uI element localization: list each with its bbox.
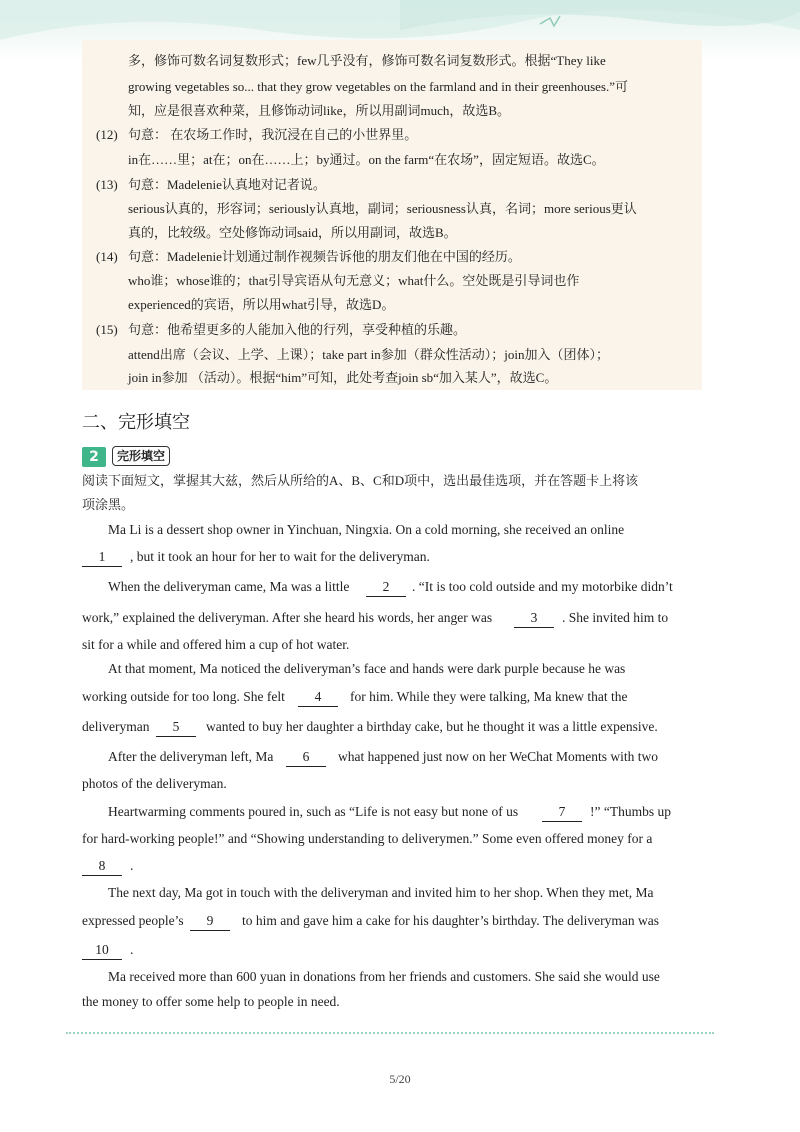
passage-line: , but it took an hour for her to wait for the deliveryman. — [130, 549, 430, 564]
explanation-line: 句意：Madelenie认真地对记者说。 — [128, 177, 326, 192]
passage-line: When the deliveryman came, Ma was a little — [108, 579, 350, 594]
explanation-line: join in参加 （活动）。根据“him”可知，此处考查join sb“加入某人”，故选C。 — [128, 370, 558, 385]
question-number: (12) — [96, 127, 118, 142]
passage-line: . — [130, 942, 134, 957]
blank-8: 8 — [82, 857, 122, 876]
explanation-line: 多，修饰可数名词复数形式；few几乎没有，修饰可数名词复数形式。根据“They like — [128, 53, 606, 68]
blank-2: 2 — [366, 578, 406, 597]
blank-3: 3 — [514, 609, 554, 628]
passage-line: sit for a while and offered him a cup of hot water. — [82, 637, 350, 652]
blank-5: 5 — [156, 718, 196, 737]
passage-line: At that moment, Ma noticed the deliveryman’s face and hands were dark purple because he was — [108, 661, 626, 676]
page-number: 5/20 — [389, 1072, 411, 1086]
blank-9: 9 — [190, 912, 230, 931]
section-title: 二、完形填空 — [82, 412, 190, 433]
blank-10: 10 — [82, 941, 122, 960]
passage-line: The next day, Ma got in touch with the deliveryman and invited him to her shop. When they met, Ma — [108, 885, 654, 900]
passage-line: for him. While they were talking, Ma knew that the — [350, 689, 628, 704]
section-number-badge: 2 — [82, 447, 106, 467]
passage-line: deliveryman — [82, 719, 150, 734]
passage-line: Ma Li is a dessert shop owner in Yinchuan, Ningxia. On a cold morning, she received an online — [108, 522, 625, 537]
explanation-line: 知，应是很喜欢种菜，且修饰动词like，所以用副词much，故选B。 — [128, 103, 511, 118]
explanation-line: in在……里；at在；on在……上；by通过。on the farm“在农场”，固定短语。故选C。 — [128, 152, 605, 167]
passage-line: work,” explained the deliveryman. After she heard his words, her anger was — [82, 610, 493, 625]
divider — [66, 1032, 714, 1034]
explanation-line: attend出席（会议、上学、上课）；take part in参加（群众性活动）；join加入（团体）； — [128, 347, 609, 362]
blank-7: 7 — [542, 803, 582, 822]
question-number: (14) — [96, 249, 118, 264]
blank-4: 4 — [298, 688, 338, 707]
passage-line: Heartwarming comments poured in, such as “Life is not easy but none of us — [108, 804, 519, 819]
passage-line: the money to offer some help to people in need. — [82, 994, 340, 1009]
question-number: (13) — [96, 177, 118, 192]
instruction-text: 阅读下面短文，掌握其大兹，然后从所给的A、B、C和D项中，选出最佳选项，并在答题卡上将该 — [82, 473, 639, 488]
explanation-line: 句意： 在农场工作时，我沉浸在自己的小世界里。 — [128, 127, 418, 142]
blank-1: 1 — [82, 548, 122, 567]
passage-line: . — [130, 858, 134, 873]
passage-line: After the deliveryman left, Ma — [108, 749, 274, 764]
passage-line: !” “Thumbs up — [590, 804, 671, 819]
explanation-line: serious认真的，形容词；seriously认真地，副词；seriousness认真，名词；more serious更认 — [128, 201, 637, 216]
passage-line: . “It is too cold outside and my motorbike didn’t — [412, 579, 673, 594]
passage-line: wanted to buy her daughter a birthday cake, but he thought it was a little expensive. — [206, 719, 658, 734]
passage-line: Ma received more than 600 yuan in donations from her friends and customers. She said she would use — [108, 969, 660, 984]
passage-line: photos of the deliveryman. — [82, 776, 227, 791]
explanation-line: who谁；whose谁的；that引导宾语从句无意义；what什么。空处既是引导词也作 — [128, 273, 580, 288]
passage-line: . She invited him to — [562, 610, 669, 625]
explanation-line: 真的，比较级。空处修饰动词said，所以用副词，故选B。 — [128, 225, 457, 240]
passage-line: working outside for too long. She felt — [82, 689, 285, 704]
explanation-line: 句意：他希望更多的人能加入他的行列，享受种植的乐趣。 — [128, 322, 467, 337]
explanation-line: 句意：Madelenie计划通过制作视频告诉他的朋友们他在中国的经历。 — [128, 249, 521, 264]
passage-line: expressed people’s — [82, 913, 184, 928]
passage-line: for hard-working people!” and “Showing understanding to deliverymen.” Some even offered money for a — [82, 831, 653, 846]
question-number: (15) — [96, 322, 118, 337]
explanation-line: growing vegetables so... that they grow vegetables on the farmland and in their greenhouses.”可 — [128, 79, 628, 94]
section-type-badge: 完形填空 — [112, 446, 170, 466]
passage-line: what happened just now on her WeChat Moments with two — [338, 749, 658, 764]
instruction-text: 项涂黑。 — [82, 497, 135, 512]
passage-line: to him and gave him a cake for his daughter’s birthday. The deliveryman was — [242, 913, 660, 928]
explanation-line: experienced的宾语，所以用what引导，故选D。 — [128, 297, 395, 312]
blank-6: 6 — [286, 748, 326, 767]
